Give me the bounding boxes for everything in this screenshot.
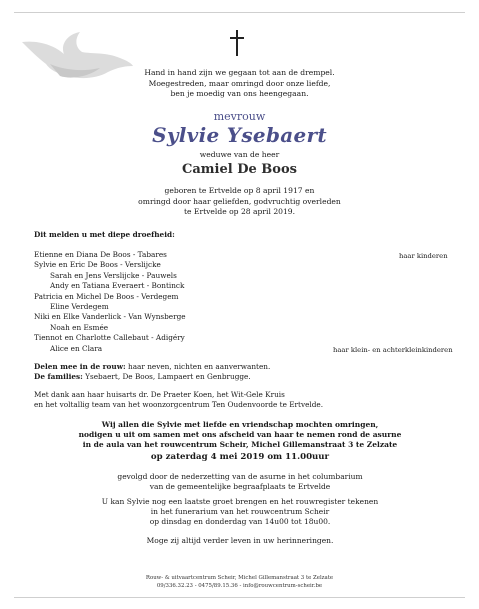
visit-line: op dinsdag en donderdag van 14u00 tot 18u00. — [149, 517, 331, 527]
footer-line: Rouw- & uitvaartcentrum Scheir, Michel Gillemanstraat 3 te Zelzate — [145, 575, 334, 581]
poem — [0, 68, 479, 100]
invitation-date: op zaterdag 4 mei 2019 om 11.00uur — [150, 451, 330, 462]
top-divider — [14, 12, 465, 13]
poem-line: ben je moedig van ons heengegaan. — [170, 89, 309, 98]
closing-line: Moge zij altijd verder leven in uw herinneringen. — [146, 536, 334, 545]
family-item: Eline Verdegem — [50, 302, 109, 312]
family-list — [34, 250, 186, 354]
followed-line: gevolgd door de nederzetting van de asurne in het columbarium — [117, 472, 363, 481]
family-item: Sarah en Jens Verslijcke - Pauwels — [50, 270, 177, 280]
poem-line: Hand in hand zijn we gegaan tot aan de drempel. — [144, 68, 335, 77]
mourning-line-2 — [34, 372, 270, 382]
announce-heading: Dit melden u met diepe droefheid: — [34, 230, 175, 239]
spouse-name: Camiel De Boos — [182, 162, 297, 177]
family-item: Sylvie en Eric De Boos - Verslijcke — [34, 260, 161, 270]
family-item: Patricia en Michel De Boos - Verdegem — [34, 291, 179, 301]
deceased-name: Sylvie Ysebaert — [152, 123, 327, 147]
visit — [60, 497, 420, 528]
thanks-line: en het voltallig team van het woonzorgcentrum Ten Oudenvoorde te Ertvelde. — [34, 400, 324, 410]
family-item: Noah en Esmée — [50, 322, 109, 332]
birth-death — [0, 186, 479, 218]
mourning — [34, 362, 270, 383]
invitation-line: nodigen u uit om samen met ons afscheid van haar te nemen rond de asurne — [78, 430, 402, 440]
mourning-label: Delen mee in de rouw: — [34, 362, 126, 371]
mourning-text: haar neven, nichten en aanverwanten. — [125, 362, 271, 371]
families-label: De families: — [34, 372, 83, 382]
family-item: Niki en Elke Vanderlick - Van Wynsberge — [34, 312, 186, 322]
followed-by — [60, 472, 420, 492]
visit-line: in het funerarium van het rouwcentrum Scheir — [150, 507, 330, 517]
widow-line: weduwe van de heer — [199, 150, 280, 159]
family-item: Andy en Tatiana Everaert - Bontinck — [50, 281, 185, 291]
footer-line: 09/336.32.23 - 0475/89.15.36 - info@rouwcentrum-scheir.be — [156, 583, 323, 589]
title-prefix: mevrouw — [213, 110, 266, 123]
note-children: haar kinderen — [399, 252, 448, 260]
family-item: Etienne en Diana De Boos - Tabares — [34, 250, 167, 259]
bottom-divider — [14, 597, 465, 598]
birth-death-line: geboren te Ertvelde op 8 april 1917 en — [164, 186, 315, 195]
poem-line: Moegestreden, maar omringd door onze liefde, — [148, 78, 331, 88]
visit-line: U kan Sylvie nog een laatste groet brengen en het rouwregister tekenen — [101, 497, 379, 506]
followed-line: van de gemeentelijke begraafplaats te Ertvelde — [149, 482, 331, 492]
mourning-line-1 — [34, 362, 270, 372]
family-item: Tiennot en Charlotte Callebaut - Adigéry — [34, 333, 185, 343]
invitation-line: Wij allen die Sylvie met liefde en vriendschap mochten omringen, — [101, 420, 379, 429]
thanks — [34, 390, 323, 411]
birth-death-line: omringd door haar geliefden, godvruchtig overleden — [138, 196, 341, 206]
note-grandchildren: haar klein- en achterkleinkinderen — [333, 346, 453, 354]
footer — [0, 574, 479, 590]
birth-death-line: te Ertvelde op 28 april 2019. — [183, 207, 296, 216]
cross-icon — [230, 30, 244, 56]
family-item: Alice en Clara — [50, 343, 103, 353]
invitation — [60, 420, 420, 463]
invitation-line: in de aula van het rouwcentrum Scheir, Michel Gillemanstraat 3 te Zelzate — [82, 440, 398, 450]
families-text: Ysebaert, De Boos, Lampaert en Genbrugge. — [82, 372, 251, 382]
thanks-line: Met dank aan haar huisarts dr. De Praeter Koen, het Wit-Gele Kruis — [34, 390, 285, 399]
